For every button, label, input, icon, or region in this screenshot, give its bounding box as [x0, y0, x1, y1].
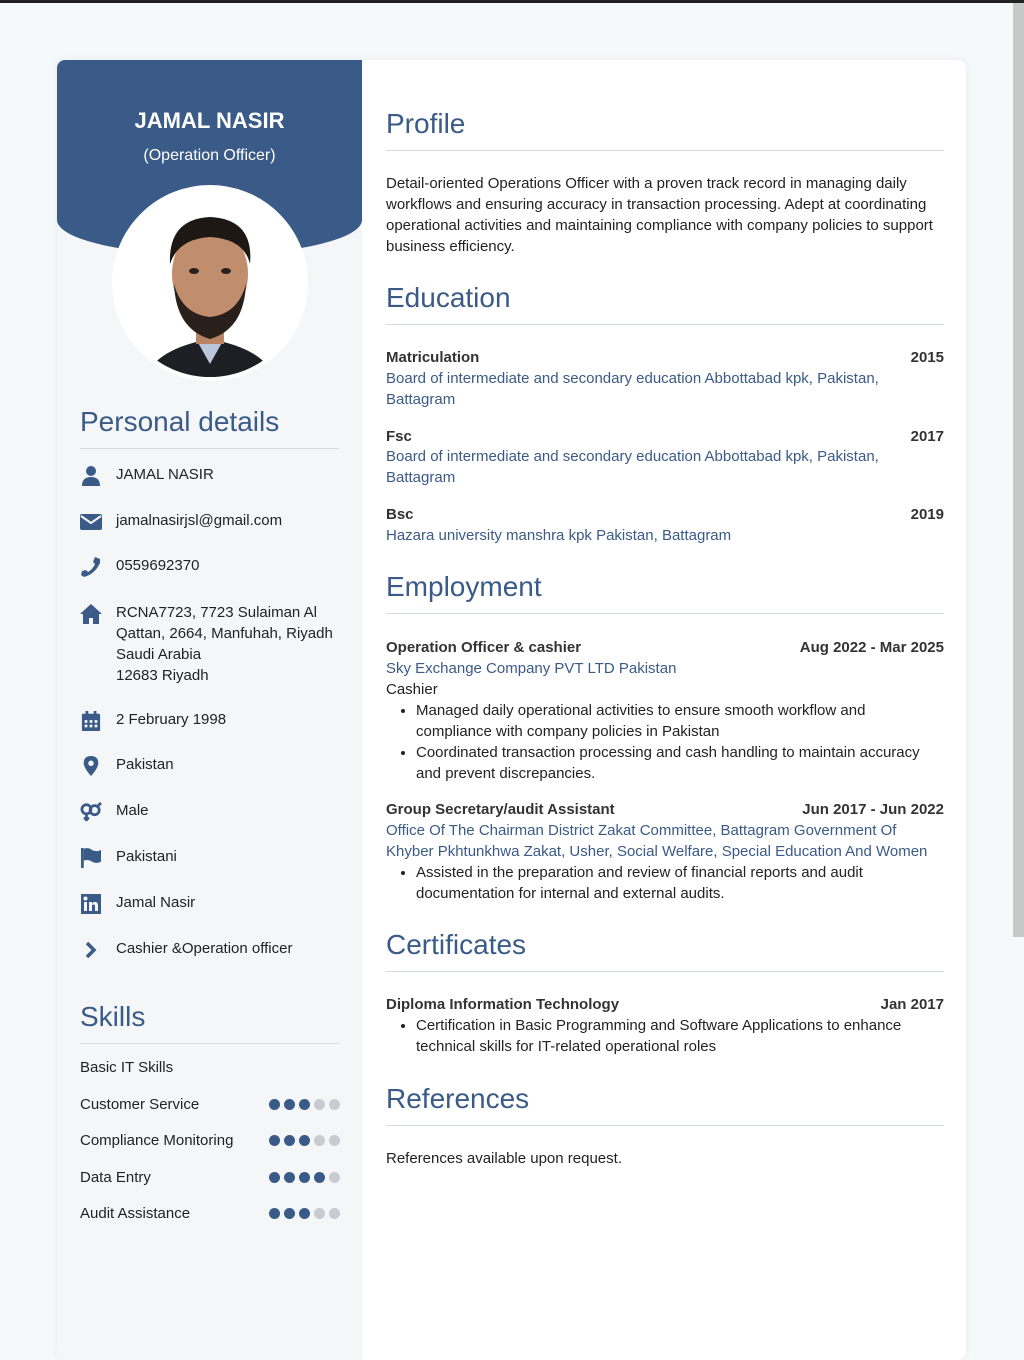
detail-address: [80, 602, 350, 686]
bullet: • Assisted in the preparation and review of financial reports and audit documentation for internal and external audits.: [416, 862, 944, 904]
rating-dot: [269, 1135, 280, 1146]
company: Sky Exchange Company PVT LTD Pakistan: [386, 660, 677, 677]
skill-name: Data Entry: [80, 1168, 151, 1186]
detail-gender: [80, 800, 350, 822]
certificates-heading: Certificates: [386, 929, 527, 960]
skill-row: [80, 1169, 340, 1186]
certificate-date: Jan 2017: [880, 996, 944, 1013]
education-heading: Education: [386, 282, 511, 313]
company: Office Of The Chairman District Zakat Committee, Battagram Government Of Khyber Pkhtunkhwa Zakat, Usher, Social Welfare, Special Education And Women: [386, 822, 928, 860]
detail-nationality: [80, 846, 350, 868]
rating-dot: [314, 1172, 325, 1183]
rating-dot: [299, 1172, 310, 1183]
detail-text: RCNA7723, 7723 Sulaiman Al Qattan, 2664, Manfuhah, Riyadh Saudi Arabia: [116, 604, 333, 663]
skill-name: Customer Service: [80, 1095, 200, 1113]
chevron-right-icon: [80, 938, 116, 960]
rating-dot: [284, 1099, 295, 1110]
flag-icon: [80, 846, 116, 868]
divider: [386, 1125, 944, 1126]
gender-icon: [80, 800, 116, 822]
education-item: [386, 428, 944, 445]
candidate-role: (Operation Officer): [143, 147, 276, 164]
rating-dot: [284, 1208, 295, 1219]
detail-text: Cashier &Operation officer: [116, 940, 293, 957]
linkedin-icon: [80, 892, 116, 914]
rating-dot: [314, 1135, 325, 1146]
detail-location: [80, 754, 350, 776]
bullet: • Certification in Basic Programming and Software Applications to enhance technical skills for IT-related operational roles: [416, 1015, 944, 1057]
detail-text: Male: [116, 802, 149, 819]
detail-email[interactable]: [80, 510, 350, 532]
degree: Bsc: [386, 506, 414, 523]
rating-dot: [269, 1172, 280, 1183]
school: Board of intermediate and secondary education Abbottabad kpk, Pakistan, Battagram: [386, 370, 879, 408]
bullet: • Coordinated transaction processing and cash handling to maintain accuracy and prevent discrepancies.: [416, 742, 944, 784]
home-icon: [80, 602, 116, 686]
rating-dot: [299, 1208, 310, 1219]
profile-photo: [112, 185, 308, 381]
job-title: Operation Officer & cashier: [386, 639, 582, 656]
certificate-title: Diploma Information Technology: [386, 996, 620, 1013]
skill-rating: [269, 1135, 340, 1146]
rating-dot: [284, 1172, 295, 1183]
detail-occupation: [80, 938, 350, 960]
profile-summary: Detail-oriented Operations Officer with a proven track record in managing daily workflows and ensuring accuracy in transaction processing. Adept at coordinating operational activities and maintaining compliance with company policies to support business efficiency.: [386, 175, 933, 255]
skill-row: [80, 1205, 340, 1222]
detail-text: Jamal Nasir: [116, 894, 196, 911]
rating-dot: [329, 1172, 340, 1183]
education-item: [386, 506, 944, 523]
rating-dot: [299, 1099, 310, 1110]
degree: Fsc: [386, 428, 412, 445]
certificate-header: [386, 996, 944, 1013]
detail-text-line2: 12683 Riyadh: [116, 667, 209, 684]
skill-rating: [269, 1172, 340, 1183]
resume-card: [57, 60, 966, 1360]
personal-details-heading: Personal details: [80, 406, 280, 437]
divider: [386, 150, 944, 151]
rating-dot: [329, 1099, 340, 1110]
skill-name: Basic IT Skills: [80, 1059, 174, 1076]
detail-birthdate: [80, 709, 350, 731]
employment-heading: Employment: [386, 571, 542, 602]
rating-dot: [284, 1135, 295, 1146]
divider: [386, 971, 944, 972]
education-item: [386, 349, 944, 366]
skill-rating: [269, 1099, 340, 1110]
year: 2015: [910, 349, 944, 366]
year: 2019: [910, 506, 944, 523]
divider: [80, 448, 339, 449]
skill-name: Audit Assistance: [80, 1205, 191, 1222]
window-top-bar: [0, 0, 1024, 3]
detail-phone: [80, 555, 350, 577]
job-bullets: [386, 862, 944, 904]
rating-dot: [314, 1099, 325, 1110]
job-dates: Jun 2017 - Jun 2022: [802, 801, 944, 818]
year: 2017: [910, 428, 944, 445]
job-bullets: [386, 700, 944, 784]
detail-text: JAMAL NASIR: [116, 466, 214, 483]
skill-rating: [269, 1208, 340, 1219]
map-marker-icon: [80, 754, 116, 776]
sidebar: [57, 60, 362, 1360]
calendar-icon: [80, 709, 116, 731]
skill-name: Compliance Monitoring: [80, 1132, 234, 1149]
degree: Matriculation: [386, 349, 480, 366]
detail-text: Pakistani: [116, 848, 177, 865]
references-text: References available upon request.: [386, 1150, 622, 1167]
divider: [386, 324, 944, 325]
rating-dot: [299, 1135, 310, 1146]
skill-row: [80, 1059, 340, 1076]
job-header: [386, 639, 944, 656]
detail-linkedin[interactable]: [80, 892, 350, 914]
divider: [386, 613, 944, 614]
certificate-bullets: [386, 1015, 944, 1057]
scrollbar[interactable]: [1013, 3, 1024, 937]
divider: [80, 1043, 339, 1044]
references-heading: References: [386, 1083, 530, 1114]
skill-row: [80, 1096, 340, 1113]
job-dates: Aug 2022 - Mar 2025: [799, 639, 944, 656]
skills-heading: Skills: [80, 1001, 146, 1032]
candidate-name: JAMAL NASIR: [134, 108, 285, 133]
envelope-icon: [80, 510, 116, 532]
phone-icon: [80, 555, 116, 577]
profile-heading: Profile: [386, 108, 466, 139]
job-header: [386, 801, 944, 818]
rating-dot: [314, 1208, 325, 1219]
detail-text: 0559692370: [116, 557, 200, 574]
user-icon: [80, 464, 116, 486]
rating-dot: [269, 1208, 280, 1219]
rating-dot: [269, 1099, 280, 1110]
school: Hazara university manshra kpk Pakistan, Battagram: [386, 527, 732, 544]
job-note: Cashier: [386, 681, 438, 698]
bullet: • Managed daily operational activities to ensure smooth workflow and compliance with company policies in Pakistan: [416, 700, 944, 742]
detail-text: 2 February 1998: [116, 711, 227, 728]
rating-dot: [329, 1208, 340, 1219]
job-title: Group Secretary/audit Assistant: [386, 801, 615, 818]
skill-row: [80, 1132, 340, 1149]
detail-name: [80, 464, 350, 486]
detail-text: jamalnasirjsl@gmail.com: [116, 512, 283, 529]
rating-dot: [329, 1135, 340, 1146]
detail-text: Pakistan: [116, 756, 174, 773]
school: Board of intermediate and secondary education Abbottabad kpk, Pakistan, Battagram: [386, 448, 879, 486]
